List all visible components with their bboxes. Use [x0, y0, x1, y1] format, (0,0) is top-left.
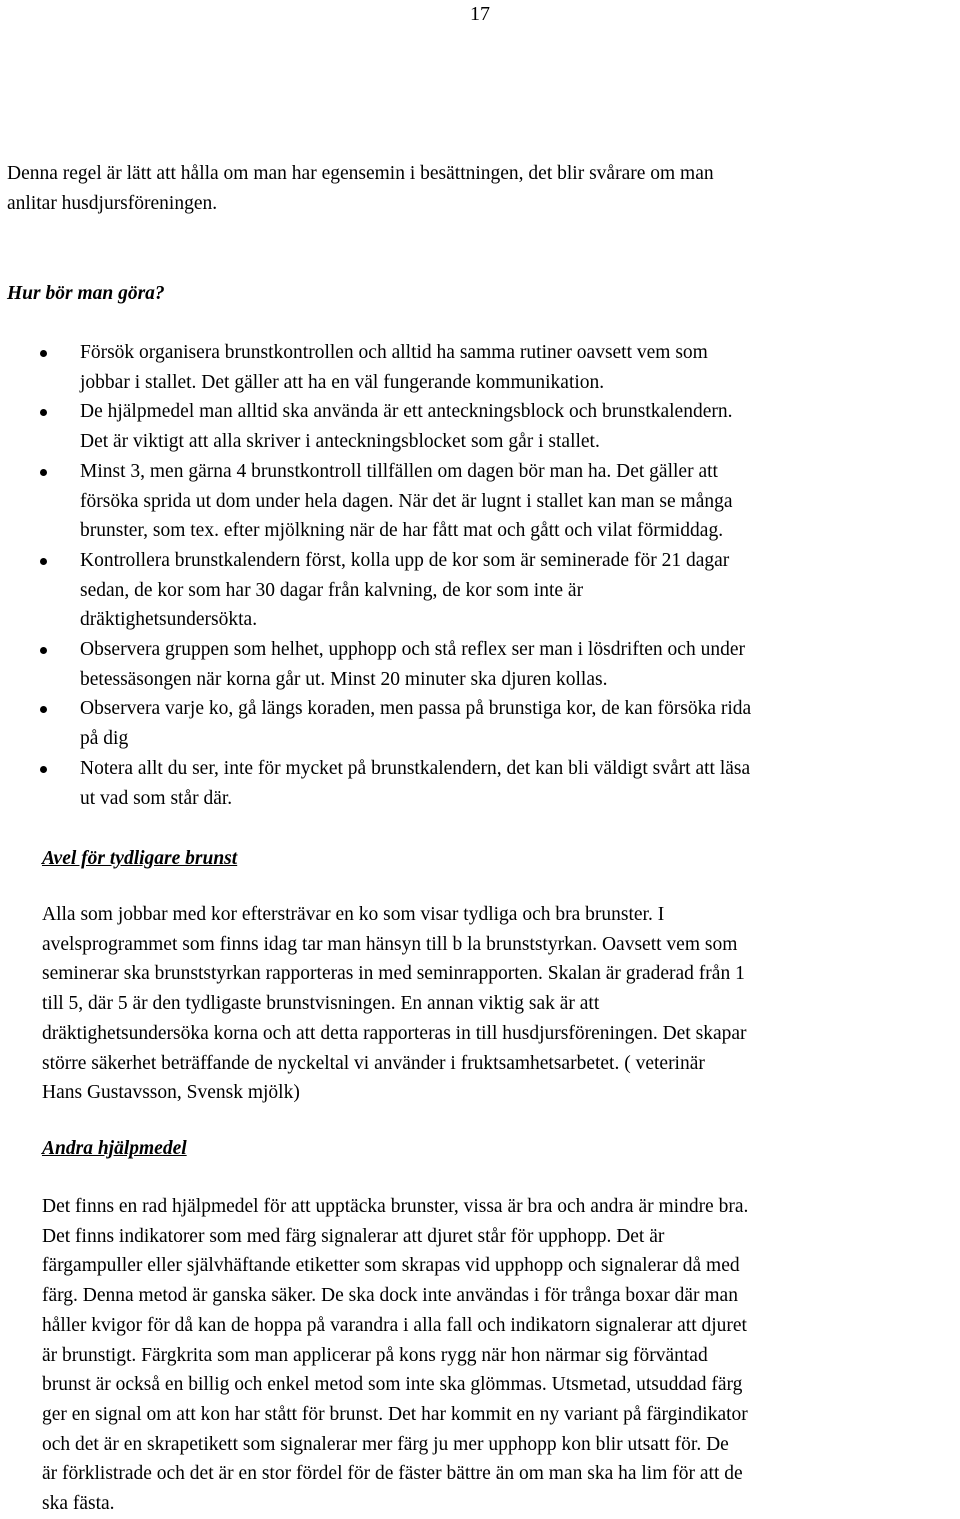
- list-item: [0, 694, 960, 753]
- paragraph-line: dräktighetsundersöka korna och att detta rapporteras in till husdjursföreningen. Det skapar: [42, 1022, 747, 1044]
- bullet-icon: [40, 558, 47, 565]
- list-item-line: Observera gruppen som helhet, upphopp och stå reflex ser man i lösdriften och under: [80, 639, 745, 661]
- paragraph-line: och det är en skrapetikett som signalerar mer färg ju mer upphopp kon blir utsatt för. De: [42, 1433, 729, 1455]
- list-item: [0, 754, 960, 813]
- bullet-icon: [40, 647, 47, 654]
- list-item-line: Kontrollera brunstkalendern först, kolla upp de kor som är seminerade för 21 dagar: [80, 549, 730, 571]
- page-number: 17: [470, 3, 490, 25]
- paragraph-line: till 5, där 5 är den tydligaste brunstvisningen. En annan viktig sak är att: [42, 993, 600, 1015]
- paragraph-line: Det finns indikatorer som med färg signalerar att djuret står för upphopp. Det är: [42, 1225, 665, 1247]
- bullet-list: [0, 338, 960, 813]
- list-item-line: De hjälpmedel man alltid ska använda är ett anteckningsblock och brunstkalendern.: [80, 401, 733, 423]
- list-item: [0, 397, 960, 456]
- list-item-line: Minst 3, men gärna 4 brunstkontroll tillfällen om dagen bör man ha. Det gäller att: [80, 460, 718, 482]
- bullet-icon: [40, 706, 47, 713]
- avel-heading: Avel för tydligare brunst: [42, 848, 238, 869]
- bullet-icon: [40, 469, 47, 476]
- paragraph-line: Alla som jobbar med kor eftersträvar en ko som visar tydliga och bra brunster. I: [42, 904, 665, 925]
- paragraph-line: avelsprogrammet som finns idag tar man hänsyn till b la brunststyrkan. Oavsett vem som: [42, 933, 738, 955]
- paragraph-line: ger en signal om att kon har stått för brunst. Det har kommit en ny variant på färgindikator: [42, 1403, 748, 1425]
- bullet-icon: [40, 350, 47, 357]
- paragraph-line: är brunstigt. Färgkrita som man applicerar på kons rygg när hon närmar sig förväntad: [42, 1344, 708, 1366]
- paragraph-line: är förklistrade och det är en stor fördel för de fäster bättre än om man ska ha lim för att de: [42, 1463, 743, 1485]
- how-heading: Hur bör man göra?: [7, 283, 165, 304]
- list-item-line: betessäsongen när korna går ut. Minst 20 minuter ska djuren kollas.: [80, 668, 608, 690]
- paragraph-line: ska fästa.: [42, 1493, 115, 1515]
- list-item-line: dräktighetsundersökta.: [80, 609, 258, 631]
- list-item-line: sedan, de kor som har 30 dagar från kalvning, de kor som inte är: [80, 579, 584, 601]
- avel-paragraph: [42, 900, 956, 1108]
- list-item-line: försöka sprida ut dom under hela dagen. När det är lugnt i stallet kan man se många: [80, 490, 733, 512]
- paragraph-line: seminerar ska brunststyrkan rapporteras in med seminrapporten. Skalan är graderad från 1: [42, 963, 745, 985]
- intro-line: Denna regel är lätt att hålla om man har egensemin i besättningen, det blir svårare om man: [7, 163, 714, 184]
- bullet-icon: [40, 409, 47, 416]
- intro-line: anlitar husdjursföreningen.: [7, 192, 218, 214]
- list-item-line: jobbar i stallet. Det gäller att ha en väl fungerande kommunikation.: [80, 371, 605, 393]
- paragraph-line: brunst är också en billig och enkel metod som inte ska glömmas. Utsmetad, utsuddad färg: [42, 1374, 743, 1396]
- list-item-line: brunster, som tex. efter mjölkning när de har fått mat och gått och vilat förmiddag.: [80, 520, 724, 542]
- list-item: [0, 546, 960, 635]
- list-item-line: ut vad som står där.: [80, 787, 233, 809]
- intro-paragraph: [7, 159, 937, 218]
- list-item: [0, 457, 960, 546]
- list-item-line: Observera varje ko, gå längs koraden, men passa på brunstiga kor, de kan försöka rida: [80, 698, 752, 720]
- paragraph-line: håller kvigor för då kan de hoppa på varandra i alla fall och indikatorn signalerar att djuret: [42, 1314, 747, 1336]
- list-item-line: på dig: [80, 728, 129, 750]
- paragraph-line: färg. Denna metod är ganska säker. De ska dock inte användas i för trånga boxar där man: [42, 1285, 738, 1307]
- paragraph-line: Hans Gustavsson, Svensk mjölk): [42, 1082, 300, 1104]
- list-item: [0, 338, 960, 397]
- paragraph-line: Det finns en rad hjälpmedel för att upptäcka brunster, vissa är bra och andra är mindre bra.: [42, 1196, 749, 1217]
- andra-heading: Andra hjälpmedel: [42, 1138, 187, 1159]
- list-item: [0, 635, 960, 694]
- paragraph-line: större säkerhet beträffande de nyckeltal vi använder i fruktsamhetsarbetet. ( veterinär: [42, 1052, 705, 1074]
- list-item-line: Det är viktigt att alla skriver i anteckningsblocket som går i stallet.: [80, 431, 600, 453]
- list-item-line: Notera allt du ser, inte för mycket på brunstkalendern, det kan bli väldigt svårt att läsa: [80, 757, 751, 779]
- andra-paragraph: [42, 1192, 956, 1519]
- list-item-line: Försök organisera brunstkontrollen och alltid ha samma rutiner oavsett vem som: [80, 342, 708, 363]
- bullet-icon: [40, 766, 47, 773]
- paragraph-line: färgampuller eller självhäftande etiketter som skrapas vid upphopp och signalerar då med: [42, 1255, 740, 1277]
